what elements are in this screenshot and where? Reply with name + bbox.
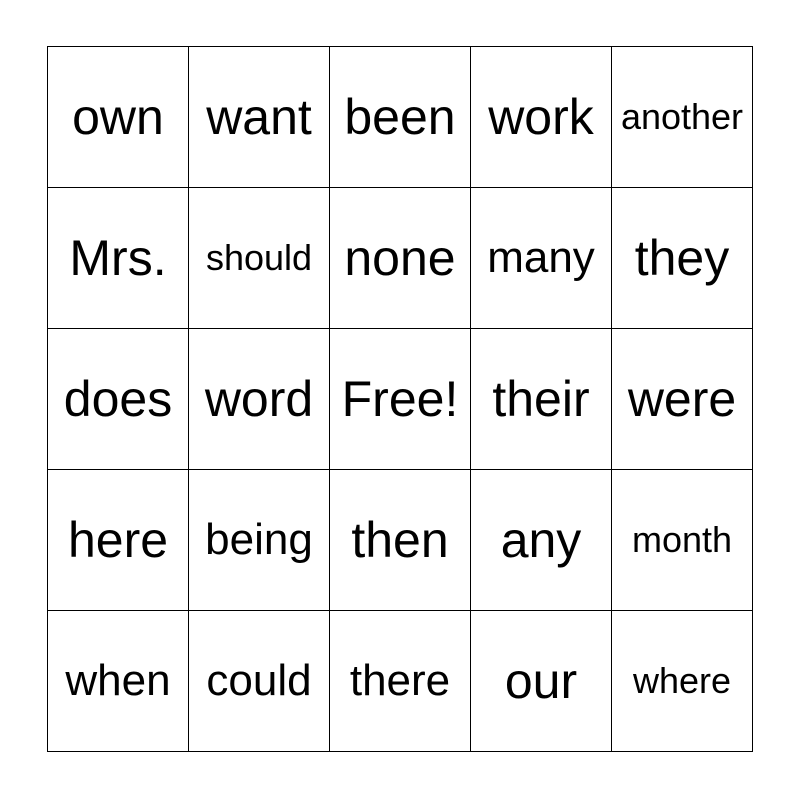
bingo-cell: any [471, 470, 612, 611]
bingo-cell: should [189, 188, 330, 329]
bingo-cell: there [330, 611, 471, 752]
bingo-cell-free: Free! [330, 329, 471, 470]
bingo-cell: none [330, 188, 471, 329]
bingo-cell: want [189, 47, 330, 188]
bingo-cell: then [330, 470, 471, 611]
bingo-cell: Mrs. [48, 188, 189, 329]
bingo-cell: work [471, 47, 612, 188]
bingo-cell: when [48, 611, 189, 752]
bingo-board [47, 46, 753, 752]
bingo-cell: could [189, 611, 330, 752]
bingo-cell: being [189, 470, 330, 611]
bingo-cell: own [48, 47, 189, 188]
bingo-cell: month [612, 470, 753, 611]
bingo-cell: our [471, 611, 612, 752]
bingo-cell: were [612, 329, 753, 470]
bingo-cell: another [612, 47, 753, 188]
bingo-cell: here [48, 470, 189, 611]
bingo-cell: word [189, 329, 330, 470]
bingo-cell: does [48, 329, 189, 470]
bingo-cell: many [471, 188, 612, 329]
bingo-cell: their [471, 329, 612, 470]
bingo-cell: they [612, 188, 753, 329]
bingo-cell: where [612, 611, 753, 752]
bingo-cell: been [330, 47, 471, 188]
